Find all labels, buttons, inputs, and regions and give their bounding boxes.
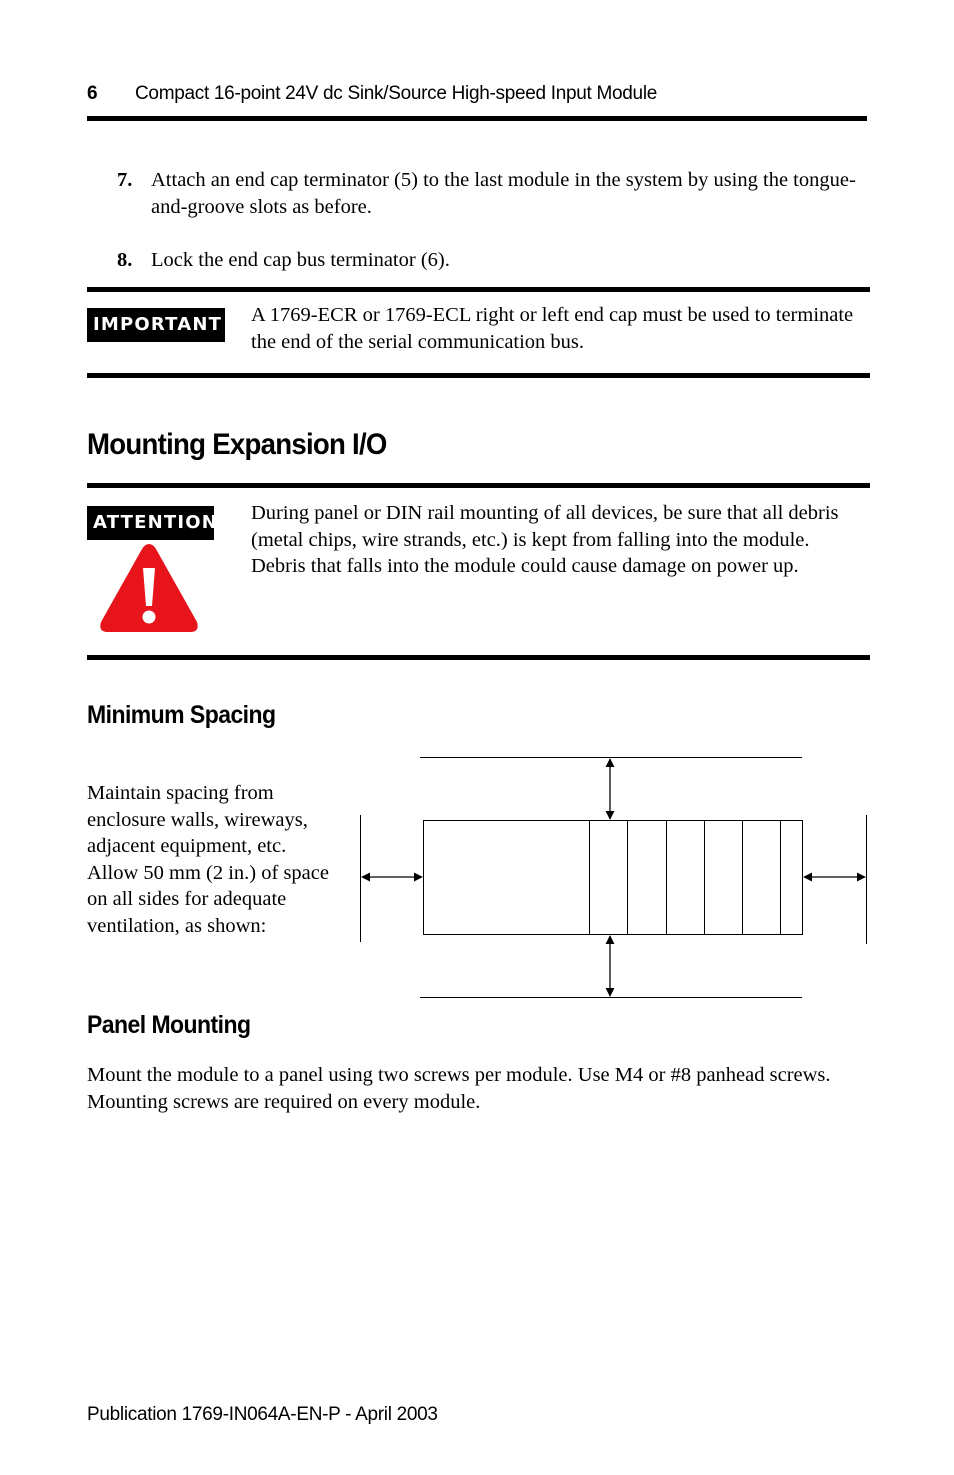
attention-bottom-rule xyxy=(87,655,870,660)
minimum-spacing-title: Minimum Spacing xyxy=(87,701,276,729)
panel-mounting-text: Mount the module to a panel using two screws per module. Use M4 or #8 panhead screws. Mounting screws are required on every module. xyxy=(87,1064,831,1113)
important-bottom-rule xyxy=(87,373,870,378)
page-number: 6 xyxy=(87,83,98,104)
section-title: Mounting Expansion I/O xyxy=(87,428,387,461)
attention-text: During panel or DIN rail mounting of all devices, be sure that all debris (metal chips, wire strands, etc.) is kept from falling into the module. Debris that falls into the module could cause damage on power up. xyxy=(251,502,839,577)
warning-triangle-icon xyxy=(97,540,201,636)
panel-mounting-title: Panel Mounting xyxy=(87,1011,251,1039)
attention-top-rule xyxy=(87,483,870,488)
publication-footer: Publication 1769-IN064A-EN-P - April 2003 xyxy=(87,1404,438,1425)
attention-label: ATTENTION xyxy=(87,506,214,540)
running-header xyxy=(87,80,867,118)
step-text: Lock the end cap bus terminator (6). xyxy=(151,249,450,271)
important-top-rule xyxy=(87,287,870,292)
document-title: Compact 16-point 24V dc Sink/Source High-speed Input Module xyxy=(135,83,658,104)
step-text: Attach an end cap terminator (5) to the last module in the system by using the tongue-and-groove slots as before. xyxy=(151,169,856,218)
step-number: 7. xyxy=(117,169,133,191)
step-number: 8. xyxy=(117,249,133,271)
header-rule xyxy=(87,116,867,121)
spacing-diagram xyxy=(355,750,875,1002)
important-text: A 1769-ECR or 1769-ECL right or left end cap must be used to terminate the end of the serial communication bus. xyxy=(251,304,854,353)
controller-block xyxy=(424,821,803,935)
important-label: IMPORTANT xyxy=(87,308,225,342)
minimum-spacing-text: Maintain spacing from enclosure walls, wireways, adjacent equipment, etc. Allow 50 mm (2 in.) of space on all sides for adequate ventilation, as shown: xyxy=(87,782,329,937)
